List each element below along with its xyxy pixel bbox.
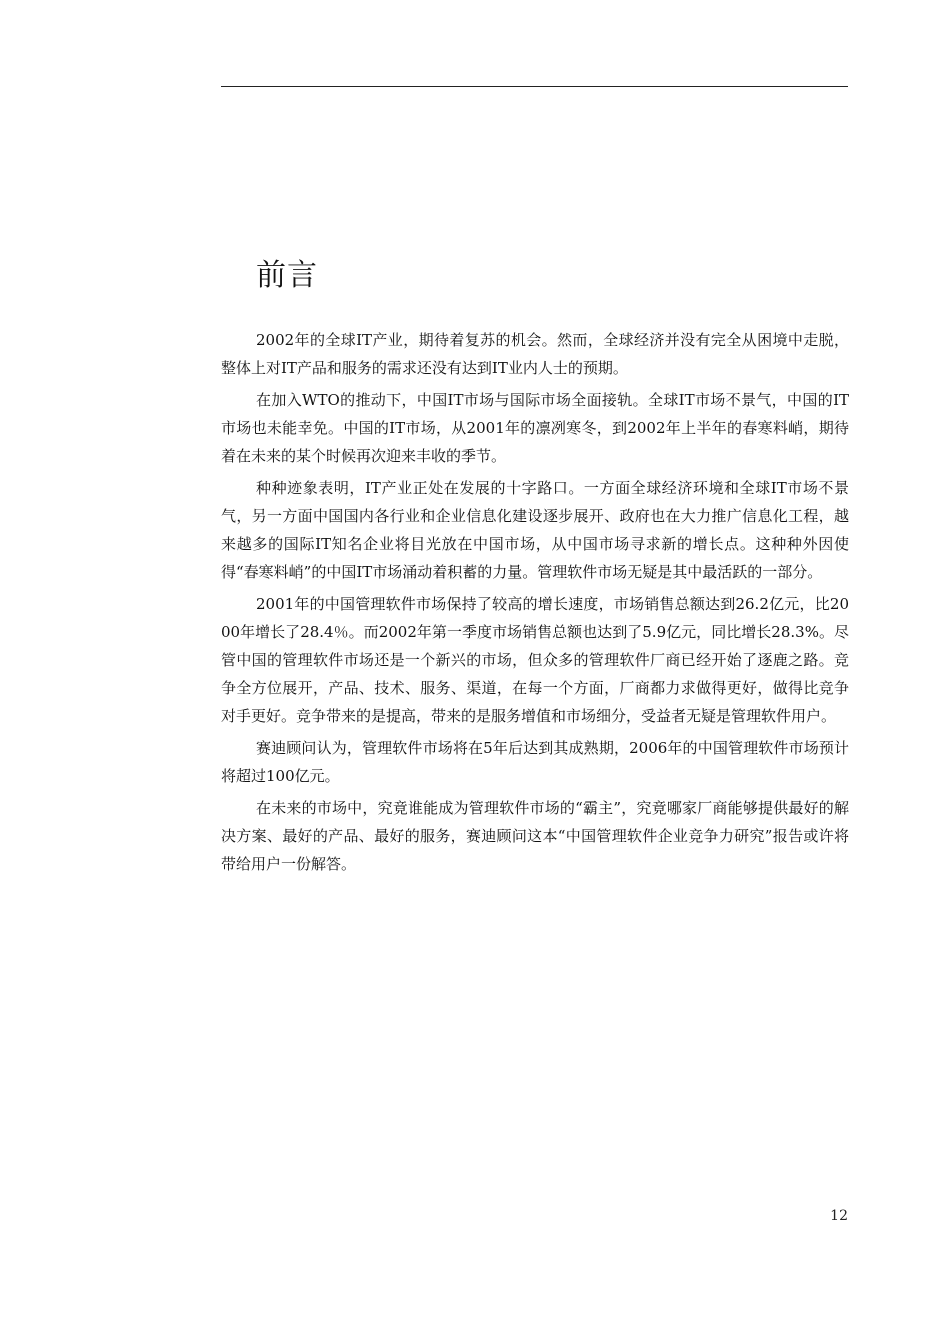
paragraph-6: 在未来的市场中，究竟谁能成为管理软件市场的“霸主”，究竟哪家厂商能够提供最好的解决方案、最好的产品、最好的服务，赛迪顾问这本“中国管理软件企业竞争力研究”报告或许将带给用户一份解答。 <box>221 799 849 873</box>
page-number: 12 <box>830 1208 848 1224</box>
header-rule <box>221 86 848 87</box>
body-text <box>221 326 849 882</box>
paragraph-5: 赛迪顾问认为，管理软件市场将在5年后达到其成熟期，2006年的中国管理软件市场预计将超过100亿元。 <box>221 739 849 785</box>
paragraph-2: 在加入WTO的推动下，中国IT市场与国际市场全面接轨。全球IT市场不景气，中国的IT市场也未能幸免。中国的IT市场，从2001年的凛冽寒冬，到2002年上半年的春寒料峭，期待着在未来的某个时候再次迎来丰收的季节。 <box>221 391 849 465</box>
paragraph-4: 2001年的中国管理软件市场保持了较高的增长速度，市场销售总额达到26.2亿元，比2000年增长了28.4％。而2002年第一季度市场销售总额也达到了5.9亿元，同比增长28.3%。尽管中国的管理软件市场还是一个新兴的市场，但众多的管理软件厂商已经开始了逐鹿之路。竞争全方位展开，产品、技术、服务、渠道，在每一个方面，厂商都力求做得更好，做得比竞争对手更好。竞争带来的是提高，带来的是服务增值和市场细分，受益者无疑是管理软件用户。 <box>221 595 849 725</box>
paragraph-1: 2002年的全球IT产业，期待着复苏的机会。然而，全球经济并没有完全从困境中走脱，整体上对IT产品和服务的需求还没有达到IT业内人士的预期。 <box>221 331 849 377</box>
page-title: 前言 <box>256 258 318 293</box>
paragraph-3: 种种迹象表明，IT产业正处在发展的十字路口。一方面全球经济环境和全球IT市场不景气，另一方面中国国内各行业和企业信息化建设逐步展开、政府也在大力推广信息化工程，越来越多的国际IT知名企业将目光放在中国市场，从中国市场寻求新的增长点。这种种外因使得“春寒料峭”的中国IT市场涌动着积蓄的力量。管理软件市场无疑是其中最活跃的一部分。 <box>221 479 849 581</box>
